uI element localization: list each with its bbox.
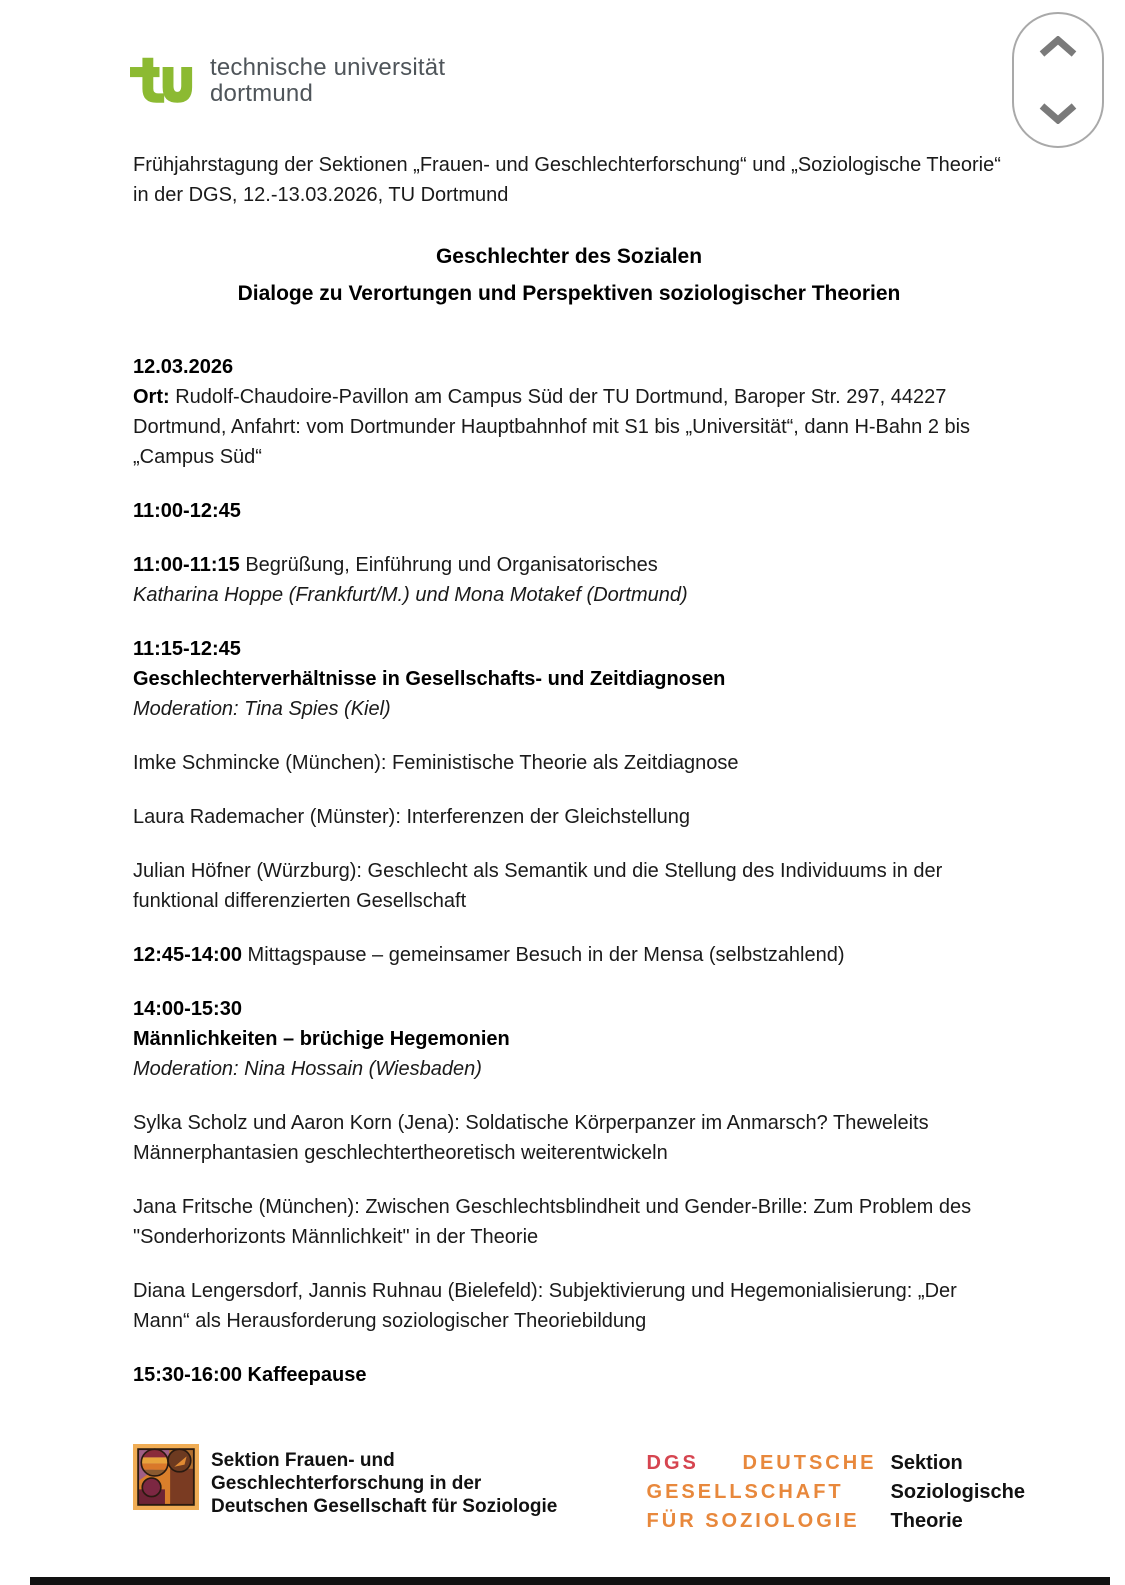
- date-location-block: [133, 352, 1005, 472]
- session1-talk-1: Imke Schmincke (München): Feministische Theorie als Zeitdiagnose: [133, 752, 739, 774]
- dgs-section-text: [891, 1449, 1025, 1536]
- sektion-logo-icon: [133, 1443, 199, 1511]
- session2-header: [133, 994, 1005, 1084]
- lunch-text: Mittagspause – gemeinsamer Besuch in der Mensa (selbstzahlend): [247, 944, 845, 966]
- opening-title: Begrüßung, Einführung und Organisatorisches: [245, 554, 658, 576]
- session2-talk-1: Sylka Scholz und Aaron Korn (Jena): Soldatische Körperpanzer im Anmarsch? Theweleits Männerphantasien geschlechtertheoretisch weiterentwickeln: [133, 1112, 929, 1164]
- tu-text-line1: technische universität: [210, 54, 446, 81]
- dgs-word3: FÜR SOZIOLOGIE: [646, 1510, 860, 1532]
- tu-logo-text: [210, 55, 445, 107]
- footer-logos: [133, 1443, 1025, 1536]
- session2-title: Männlichkeiten – brüchige Hegemonien: [133, 1028, 510, 1050]
- session2-talk-3: Diana Lengersdorf, Jannis Ruhnau (Bielefeld): Subjektivierung und Hegemonialisierung: „Der Mann“ als Herausforderung soziologischer Theoriebildung: [133, 1280, 957, 1332]
- dgs-logo-wordmark: [647, 1449, 877, 1536]
- title-line1: Geschlechter des Sozialen: [435, 245, 703, 268]
- session2-moderation: Moderation: Nina Hossain (Wiesbaden): [133, 1058, 482, 1080]
- chevron-down-icon[interactable]: [1038, 102, 1078, 124]
- sektion-text-line3: Deutschen Gesellschaft für Soziologie: [211, 1496, 558, 1517]
- dgs-abbr: DGS: [646, 1452, 699, 1474]
- lunch-time: 12:45-14:00: [133, 944, 242, 966]
- session1-talk-2: Laura Rademacher (Münster): Interferenzen der Gleichstellung: [133, 806, 690, 828]
- session1-talk-3: Julian Höfner (Würzburg): Geschlecht als Semantik und die Stellung des Individuums in der funktional differenzierten Gesellschaft: [133, 860, 943, 912]
- dgs-right-line3: Theorie: [890, 1510, 963, 1532]
- sektion-text-line1: Sektion Frauen- und: [211, 1450, 395, 1471]
- coffee-break: 15:30-16:00 Kaffeepause: [133, 1364, 367, 1386]
- opening-time: 11:00-11:15: [133, 554, 240, 576]
- sektion-logo-text: [211, 1443, 557, 1518]
- session2-talk-2: Jana Fritsche (München): Zwischen Geschlechtsblindheit und Gender-Brille: Zum Problem des "Sonderhorizonts Männlichkeit" in der Theorie: [133, 1196, 972, 1248]
- program-document: [133, 150, 1005, 1414]
- location-text: Rudolf-Chaudoire-Pavillon am Campus Süd der TU Dortmund, Baroper Str. 297, 44227 Dortmund, Anfahrt: vom Dortmunder Hauptbahnhof mit S1 bis „Universität“, dann H-Bahn 2 bis „Campus Süd“: [133, 386, 971, 468]
- chevron-up-icon[interactable]: [1038, 36, 1078, 58]
- tu-dortmund-logo: [130, 52, 445, 110]
- block-time-heading: 11:00-12:45: [133, 500, 241, 522]
- dgs-right-line1: Sektion: [890, 1452, 963, 1474]
- tu-logo-icon: [130, 52, 196, 110]
- location-paragraph: [133, 382, 1005, 472]
- date-heading: 12.03.2026: [133, 356, 234, 378]
- sektion-text-line2: Geschlechterforschung in der: [211, 1473, 482, 1494]
- location-label: Ort:: [133, 386, 170, 408]
- dgs-word1: DEUTSCHE: [742, 1452, 877, 1474]
- bottom-divider-bar: [30, 1577, 1110, 1585]
- lunch-item: [133, 940, 1005, 970]
- title-line2: Dialoge zu Verortungen und Perspektiven soziologischer Theorien: [237, 282, 901, 305]
- session1-time: 11:15-12:45: [133, 638, 241, 660]
- dgs-logo: [647, 1443, 1025, 1536]
- sektion-frauen-logo: [133, 1443, 557, 1518]
- session1-title: Geschlechterverhältnisse in Gesellschafts- und Zeitdiagnosen: [133, 668, 726, 690]
- scroll-control[interactable]: [1012, 12, 1104, 148]
- intro-paragraph: Frühjahrstagung der Sektionen „Frauen- und Geschlechterforschung“ und „Soziologische Theorie“ in der DGS, 12.-13.03.2026, TU Dortmund: [133, 154, 1001, 206]
- opening-line: [133, 550, 1005, 580]
- opening-speakers: Katharina Hoppe (Frankfurt/M.) und Mona Motakef (Dortmund): [133, 584, 688, 606]
- dgs-right-line2: Soziologische: [890, 1481, 1025, 1503]
- dgs-word2: GESELLSCHAFT: [646, 1481, 844, 1503]
- session2-time: 14:00-15:30: [133, 998, 242, 1020]
- tu-text-line2: dortmund: [210, 80, 313, 107]
- document-title: [133, 238, 1005, 312]
- session1-header: [133, 634, 1005, 724]
- opening-item: [133, 550, 1005, 610]
- session1-moderation: Moderation: Tina Spies (Kiel): [133, 698, 391, 720]
